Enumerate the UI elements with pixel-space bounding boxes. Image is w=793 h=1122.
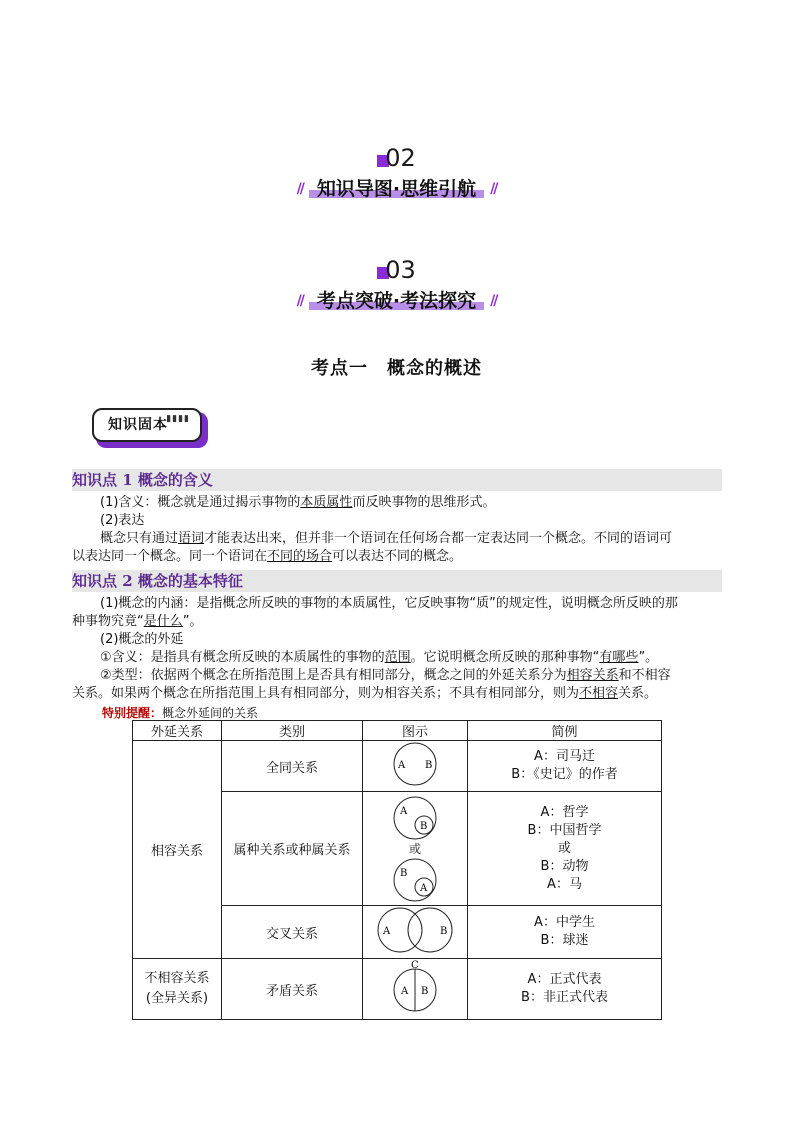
expression-heading: (2)表达	[100, 513, 145, 528]
diagram-cell	[363, 906, 468, 959]
slash-decoration-icon: //	[490, 293, 497, 309]
example-cell	[468, 792, 662, 906]
section-number-02	[0, 144, 793, 172]
identity-diagram	[385, 741, 445, 787]
section-bar-03	[0, 290, 793, 312]
group-cell-compatible: 相容关系	[133, 741, 222, 959]
category-cell: 交叉关系	[222, 906, 363, 959]
extension-type-line: ②类型：依据两个概念在所指范围上是否具有相同部分，概念之间的外延关系分为相容关系和不相容	[100, 668, 671, 683]
section-number-text: 02	[385, 144, 416, 172]
intersection-diagram	[367, 906, 463, 954]
diagram-label-b: B	[425, 760, 433, 771]
category-cell: 全同关系	[222, 741, 363, 792]
expression-line: 概念只有通过语词才能表达出来，但并非一个语词在任何场合都一定表达同一个概念。不同的语词可	[100, 531, 673, 546]
category-cell: 矛盾关系	[222, 959, 363, 1020]
diagram-label-a: A	[383, 926, 391, 937]
ring-binder-icon: ▮▮▮▮	[166, 414, 190, 424]
section-bar-02	[0, 178, 793, 200]
point-title: 考点一 概念的概述	[311, 358, 482, 379]
diagram-label-b: B	[421, 986, 429, 997]
header-cell: 图示	[363, 721, 468, 741]
example-line: 或	[557, 840, 571, 856]
diagram-label-b: B	[440, 926, 448, 937]
knowledge-point-2-body	[72, 595, 723, 703]
example-line: B：中国哲学	[527, 822, 602, 838]
example-line: A：正式代表	[527, 972, 602, 987]
reminder-text: 概念外延间的关系	[162, 706, 259, 720]
badge-label: 知识固本	[108, 417, 168, 433]
section-title: 考点突破·考法探究	[309, 290, 484, 312]
header-cell: 类别	[222, 721, 363, 741]
group-label: (全异关系)	[145, 991, 209, 1006]
table-header-row	[133, 721, 662, 741]
example-line: A：马	[547, 876, 582, 892]
slash-decoration-icon: //	[296, 181, 303, 197]
contradiction-diagram	[385, 959, 445, 1015]
diagram-label-b: B	[400, 867, 408, 879]
intension-line: (1)概念的内涵：是指概念所反映的事物的本质属性，它反映事物“质”的规定性，说明概念所反映的那	[100, 596, 678, 611]
slash-decoration-icon: //	[490, 181, 497, 197]
example-line: A：哲学	[540, 804, 589, 820]
diagram-cell	[363, 959, 468, 1020]
species-genus-diagram	[385, 856, 445, 904]
table-row	[133, 959, 662, 1020]
diagram-label-c: C	[411, 960, 419, 971]
example-cell	[468, 959, 662, 1020]
example-line: B：《史记》的作者	[511, 767, 618, 782]
category-cell: 属种关系或种属关系	[222, 792, 363, 906]
knowledge-point-2-title: 知识点 2 概念的基本特征	[72, 570, 722, 592]
knowledge-point-1-title: 知识点 1 概念的含义	[72, 469, 722, 491]
extension-heading: (2)概念的外延	[100, 632, 184, 647]
diagram-label-b: B	[420, 820, 428, 832]
header-cell: 简例	[468, 721, 662, 741]
diagram-label-a: A	[400, 805, 408, 817]
diagram-label-a: A	[401, 986, 409, 997]
diagram-cell	[363, 741, 468, 792]
header-cell: 外延关系	[133, 721, 222, 741]
diagram-label-a: A	[420, 882, 428, 894]
extension-meaning-line: ①含义：是指具有概念所反映的本质属性的事物的范围。它说明概念所反映的那种事物“有哪些”。	[100, 650, 659, 665]
intension-line-cont: 种事物究竟“是什么”。	[72, 614, 203, 629]
definition-line: (1)含义：概念就是通过揭示事物的本质属性而反映事物的思维形式。	[100, 495, 496, 510]
reminder-label: 特别提醒：	[102, 706, 163, 720]
example-line: A：司马迁	[534, 749, 595, 764]
extension-type-line-cont: 关系。如果两个概念在所指范围上具有相同部分，则为相容关系；不具有相同部分，则为不相容关系。	[72, 686, 658, 701]
example-line: B：动物	[540, 858, 589, 874]
section-title: 知识导图·思维引航	[309, 178, 484, 200]
table-row	[133, 741, 662, 792]
diagram-or-label: 或	[408, 841, 421, 856]
example-line: A：中学生	[534, 915, 595, 930]
diagram-label-a: A	[398, 760, 406, 771]
expression-line-cont: 以表达同一个概念。同一个语词在不同的场合可以表达不同的概念。	[72, 549, 463, 564]
diagram-cell	[363, 792, 468, 906]
section-number-text: 03	[385, 256, 416, 284]
knowledge-point-1-body	[72, 494, 723, 566]
example-line: B：非正式代表	[521, 990, 608, 1005]
group-cell-incompatible	[133, 959, 222, 1020]
example-cell	[468, 906, 662, 959]
extension-relations-table	[132, 720, 662, 1020]
special-reminder	[102, 704, 258, 721]
knowledge-badge	[92, 408, 202, 442]
section-number-03	[0, 256, 793, 284]
example-line: B：球迷	[540, 933, 589, 948]
example-cell	[468, 741, 662, 792]
group-label: 不相容关系	[144, 971, 210, 986]
slash-decoration-icon: //	[296, 293, 303, 309]
genus-species-diagram	[385, 794, 445, 842]
